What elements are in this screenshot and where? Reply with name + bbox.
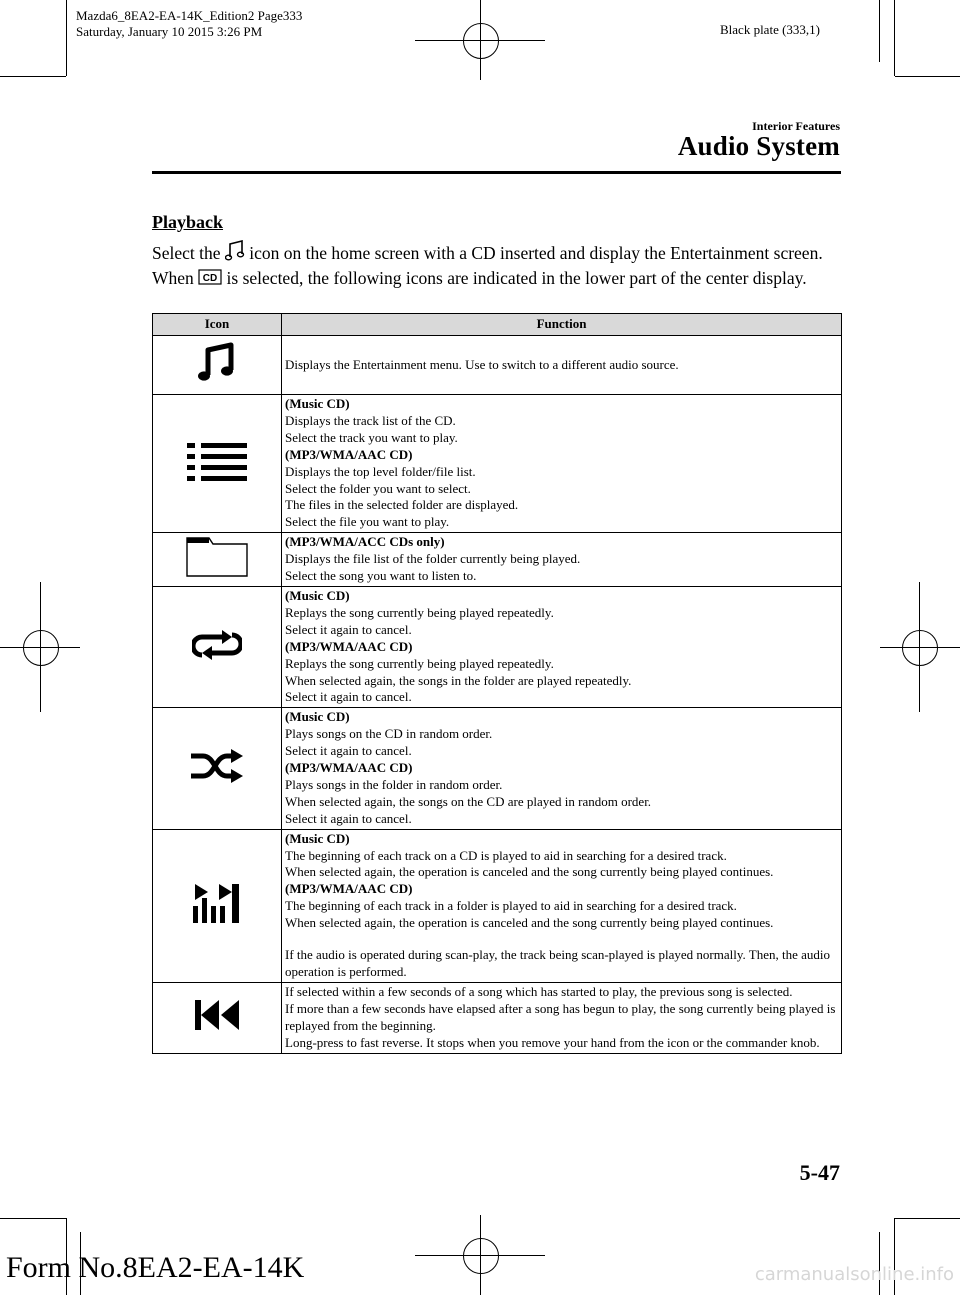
table-row <box>153 708 842 829</box>
previous-track-icon <box>193 998 241 1032</box>
imprint-file: Mazda6_8EA2-EA-14K_Edition2 Page333 <box>76 8 303 23</box>
function-line: Long-press to fast reverse. It stops when you remove your hand from the icon or the commander knob. <box>285 1034 820 1050</box>
function-line: Replays the song currently being played repeatedly. <box>285 655 554 671</box>
function-line: Select it again to cancel. <box>285 810 412 826</box>
icon-cell <box>153 395 282 533</box>
cd-icon <box>198 269 222 292</box>
intro-text-1: Select the <box>152 243 221 263</box>
function-line: When selected again, the songs on the CD are played in random order. <box>285 793 652 809</box>
icon-cell <box>153 982 282 1053</box>
function-line: Replays the song currently being played repeatedly. <box>285 604 554 620</box>
function-cell <box>282 829 842 982</box>
table-row <box>153 395 842 533</box>
table-row <box>153 336 842 395</box>
function-cell <box>282 586 842 707</box>
function-line: When selected again, the songs in the folder are played repeatedly. <box>285 672 632 688</box>
icon-cell <box>153 533 282 587</box>
print-imprint <box>76 8 302 40</box>
plate-label: Black plate (333,1) <box>720 22 820 37</box>
icon-cell <box>153 336 282 395</box>
function-line: The beginning of each track on a CD is played to aid in searching for a desired track. <box>285 847 727 863</box>
function-line: Plays songs in the folder in random order. <box>285 776 503 792</box>
page-heading: Playback <box>152 212 224 232</box>
function-line: Select it again to cancel. <box>285 743 412 759</box>
function-line: Select the folder you want to select. <box>285 480 471 496</box>
table-row <box>153 586 842 707</box>
function-cell <box>282 395 842 533</box>
icon-function-table <box>152 313 842 1054</box>
folder-icon <box>185 536 249 578</box>
function-line: Select it again to cancel. <box>285 689 412 705</box>
function-line: The files in the selected folder are displayed. <box>285 497 519 513</box>
icon-cell <box>153 708 282 829</box>
column-header-function: Function <box>282 314 842 336</box>
music-note-icon <box>225 240 245 267</box>
svg-text:CD: CD <box>202 273 218 284</box>
function-line: If selected within a few seconds of a song which has started to play, the previous song is selected. <box>285 983 793 999</box>
page-number: 5-47 <box>799 1160 840 1185</box>
disc-type-label: (Music CD) <box>285 709 350 725</box>
intro-paragraph <box>152 240 842 292</box>
disc-type-label: (MP3/WMA/AAC CD) <box>285 881 413 897</box>
function-line: When selected again, the operation is canceled and the song currently being played continues. <box>285 864 774 880</box>
function-line: The beginning of each track in a folder is played to aid in searching for a desired track. <box>285 898 737 914</box>
function-line: Select the song you want to listen to. <box>285 568 477 584</box>
disc-type-label: (MP3/WMA/AAC CD) <box>285 446 413 462</box>
header-rule <box>152 171 841 174</box>
table-row <box>153 982 842 1053</box>
paragraph-gap <box>285 932 837 947</box>
list-icon <box>185 441 249 481</box>
icon-cell <box>153 586 282 707</box>
function-line: Displays the track list of the CD. <box>285 412 456 428</box>
intro-text-2: icon on the home screen with a CD inserted and display the Entertainment screen. When <box>152 243 823 288</box>
function-line: Select it again to cancel. <box>285 621 412 637</box>
function-line: Displays the top level folder/file list. <box>285 463 476 479</box>
icon-cell <box>153 829 282 982</box>
function-cell <box>282 533 842 587</box>
function-line: Displays the file list of the folder currently being played. <box>285 551 581 567</box>
scan-icon <box>192 882 242 924</box>
intro-text-3: is selected, the following icons are indicated in the lower part of the center display. <box>226 268 807 288</box>
function-cell <box>282 982 842 1053</box>
imprint-date: Saturday, January 10 2015 3:26 PM <box>76 24 263 39</box>
function-line: Displays the Entertainment menu. Use to switch to a different audio source. <box>285 356 679 372</box>
music-note-icon <box>197 342 237 384</box>
column-header-icon: Icon <box>153 314 282 336</box>
disc-type-label: (Music CD) <box>285 587 350 603</box>
disc-type-label: (Music CD) <box>285 396 350 411</box>
form-number: Form No.8EA2-EA-14K <box>6 1251 305 1284</box>
disc-type-label: (MP3/WMA/AAC CD) <box>285 638 413 654</box>
function-cell <box>282 336 842 395</box>
disc-type-label: (Music CD) <box>285 830 350 846</box>
function-line: If more than a few seconds have elapsed after a song has begun to play, the song currently being played is replayed from the beginning. <box>285 1000 836 1033</box>
shuffle-icon <box>189 748 245 784</box>
function-line: Plays songs on the CD in random order. <box>285 726 493 742</box>
function-cell <box>282 708 842 829</box>
table-row <box>153 533 842 587</box>
function-line: When selected again, the operation is canceled and the song currently being played continues. <box>285 915 774 931</box>
function-line: If the audio is operated during scan-play, the track being scan-played is played normally. Then, the audio operation is performed. <box>285 947 830 979</box>
table-row <box>153 829 842 982</box>
watermark: carmanualsonline.info <box>754 1264 954 1285</box>
disc-type-label: (MP3/WMA/ACC CDs only) <box>285 534 445 550</box>
repeat-icon <box>192 628 242 662</box>
section-title: Audio System <box>677 131 840 161</box>
section-label: Interior Features <box>752 119 840 133</box>
function-line: Select the track you want to play. <box>285 429 458 445</box>
function-line: Select the file you want to play. <box>285 514 450 530</box>
disc-type-label: (MP3/WMA/AAC CD) <box>285 760 413 776</box>
